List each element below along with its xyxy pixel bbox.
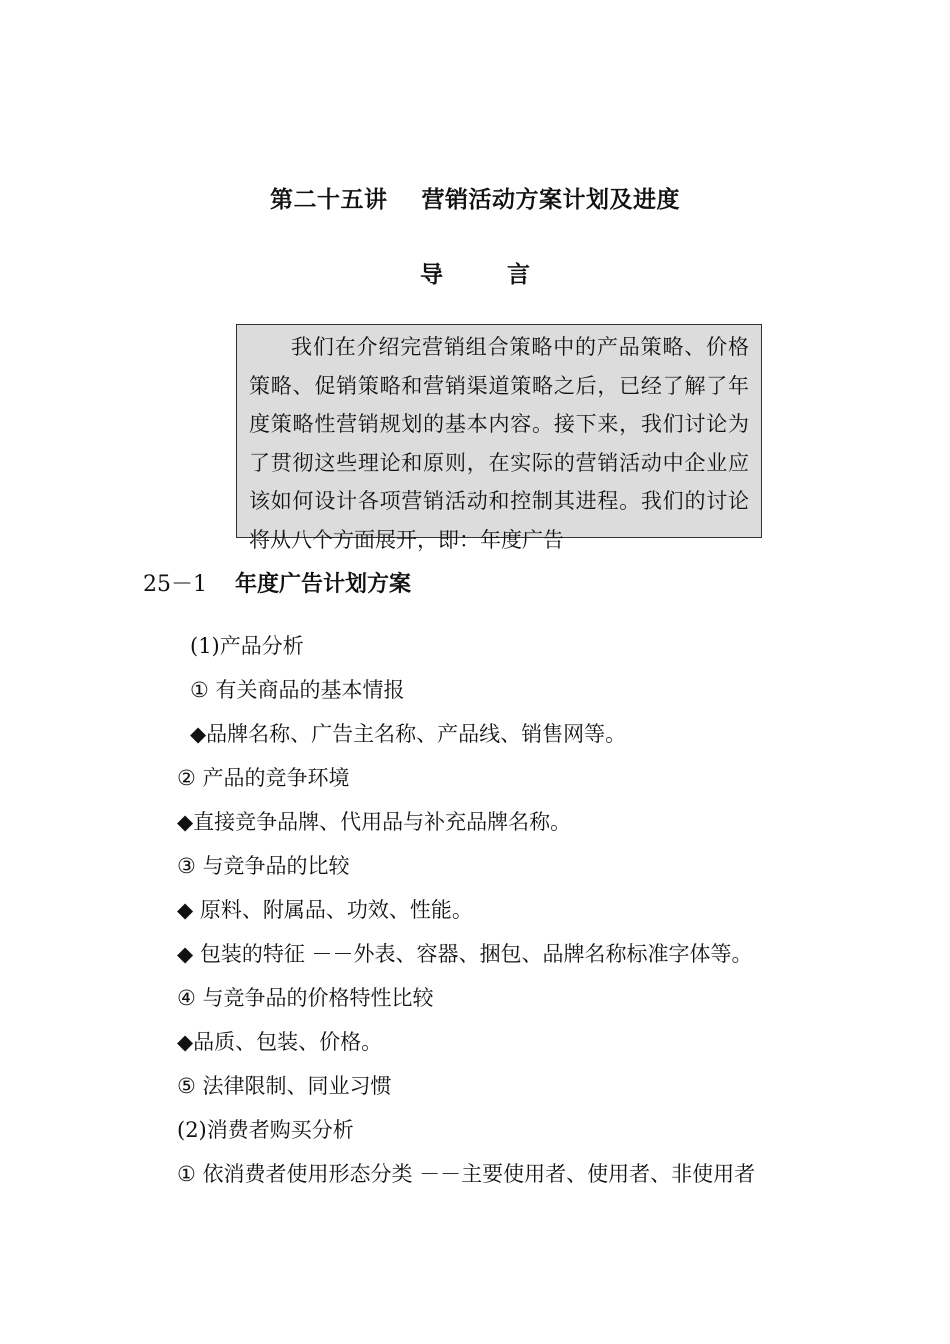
- page-title: 第二十五讲 营销活动方案计划及进度: [269, 187, 681, 213]
- line-basic-info: ① 有关商品的基本情报: [190, 678, 405, 702]
- line-competitive-env: ② 产品的竞争环境: [177, 766, 350, 790]
- line-brand-names: ◆品牌名称、广告主名称、产品线、销售网等。: [190, 722, 627, 746]
- line-quality-price: ◆品质、包装、价格。: [177, 1030, 383, 1054]
- line-price-compare: ④ 与竞争品的价格特性比较: [177, 986, 434, 1010]
- line-product-analysis: (1)产品分析: [190, 634, 304, 658]
- line-consumer-analysis: (2)消费者购买分析: [177, 1118, 354, 1142]
- section-number: 25－1: [143, 572, 207, 597]
- section-title: 年度广告计划方案: [234, 572, 411, 597]
- page-subtitle: 导 言: [419, 262, 531, 288]
- line-compare-competitors: ③ 与竞争品的比较: [177, 854, 350, 878]
- section-heading: [143, 567, 411, 598]
- line-direct-competitors: ◆直接竞争品牌、代用品与补充品牌名称。: [177, 810, 572, 834]
- intro-box[interactable]: [236, 324, 762, 552]
- intro-paragraph: 我们在介绍完营销组合策略中的产品策略、价格策略、促销策略和营销渠道策略之后，已经了解了年度策略性营销规划的基本内容。接下来，我们讨论为了贯彻这些理论和原则，在实际的营销活动中企业应该如何设计各项营销活动和控制其进程。我们的讨论将从八个方面展开，即：年度广告: [249, 335, 749, 552]
- line-materials: ◆ 原料、附属品、功效、性能。: [177, 898, 473, 922]
- line-legal-limits: ⑤ 法律限制、同业习惯: [177, 1074, 392, 1098]
- line-packaging: ◆ 包装的特征 －－外表、容器、捆包、品牌名称标准字体等。: [177, 942, 753, 966]
- line-usage-classification: ① 依消费者使用形态分类 －－主要使用者、使用者、非使用者: [177, 1162, 756, 1186]
